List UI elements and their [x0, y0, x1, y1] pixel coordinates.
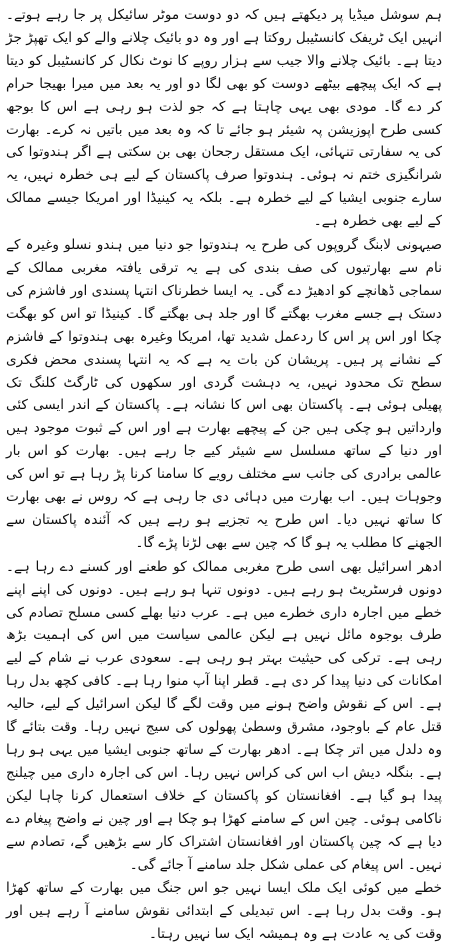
paragraph-1: ہم سوشل میڈیا پر دیکھتے ہیں کہ دو دوست موٹر سائیکل پر جا رہے ہوتے۔ انہیں ایک ٹریفک کانسٹیبل روکتا ہے اور وہ دو بائیک چلانے والے کو ایک تھپڑ جڑ دیتا ہے۔ بائیک چلانے والا جیب سے ہزار روپے کا نوٹ نکال کر کانسٹیبل کو دیتا ہے کہ ایک پیچھے بیٹھے دوست کو بھی لگا دو اور یہ بعد میں میرا بھیجا حرام کر دے گا۔ مودی بھی یہی چاہتا ہے کہ جو لذت ہو رہی ہے اس کا بوجھ کسی طرح اپوزیشن پہ شیئر ہو جائے تا کہ وہ بعد میں باتیں نہ کرے۔ بھارت کی یہ سفارتی تنہائی، ایک مستقل رجحان بھی بن سکتی ہے اگر ہندوتوا کی شرانگیزی ختم نہ ہوئی۔ ہندوتوا صرف پاکستان کے لیے ہی خطرہ نہیں، یہ سارے جنوبی ایشیا کے لیے خطرہ ہے۔ بلکہ یہ کینیڈا اور امریکا جیسے ممالک کے لیے بھی خطرہ ہے۔	[6, 7, 442, 230]
paragraph-4: خطے میں کوئی ایک ملک ایسا نہیں جو اس جنگ میں بھارت کے ساتھ کھڑا ہو۔ وقت بدل رہا ہے۔ اس تبدیلی کے ابتدائی نقوش سامنے آ رہے ہیں اور وقت کی یہ عادت ہے وہ ہمیشہ ایک سا نہیں رہتا۔	[6, 880, 442, 943]
paragraph-2: صیہونی لابنگ گروپوں کی طرح یہ ہندوتوا جو دنیا میں ہندو نسلو وغیرہ کے نام سے بھارتیوں کی صف بندی کی ہے یہ ترقی یافتہ مغربی ممالک کے سماجی ڈھانچے کو ادھیڑ دے گی۔ یہ ایسا خطرناک انتہا پسندی اور فاشزم کی دستک ہے جسے مغرب بھگتے گا اور جلد ہی بھگتے گا۔ کینیڈا تو اس کو بھگت چکا اور اس پر اس کا ردعمل شدید تھا، امریکا وغیرہ بھی ہندوتوا کے فاشزم کے نشانے پر ہیں۔ پریشان کن بات یہ ہے کہ یہ انتہا پسندی محض فکری سطح تک محدود نہیں، یہ دہشت گردی اور سکھوں کی ٹارگٹ کلنگ تک پھیلی ہوئی ہے۔ پاکستان بھی اس کا نشانہ ہے۔ پاکستان کے اندر ایسی کئی وارداتیں ہو چکی ہیں جن کے پیچھے بھارت ہے اور اس کے ثبوت موجود ہیں اور دنیا کے ساتھ مسلسل سے شیئر کیے جا رہے ہیں۔ بھارت کو اس بار عالمی برادری کی جانب سے مختلف رویے کا سامنا کرنا پڑ رہا ہے تو اس کی وجوہات ہیں۔ اب بھارت میں دہائی دی جا رہی ہے کہ روس نے بھی بھارت کا ساتھ نہیں دیا۔ اس طرح یہ تجزیے ہو رہے ہیں کہ آئندہ پاکستان سے الجھنے کا مطلب یہ ہو گا کہ چین سے بھی لڑنا پڑے گا۔	[5, 237, 442, 551]
paragraph-3: ادھر اسرائیل بھی اسی طرح مغربی ممالک کو طعنے اور کسنے دے رہا ہے۔ دونوں فرسٹریٹ ہو رہے ہیں۔ دونوں تنہا ہو رہے ہیں۔ دونوں کی اپنے اپنے خطے میں اجارہ داری خطرے میں ہے۔ عرب دنیا بھلے کسی مسلح تصادم کی طرف بوجوہ مائل نہیں ہے لیکن عالمی سیاست میں اس کی اہمیت بڑھ رہی ہے۔ ترکی کی حیثیت بہتر ہو رہی ہے۔ سعودی عرب نے شام کے لیے امکانات کی دنیا پیدا کر دی ہے۔ قطر اپنا آپ منوا رہا ہے۔ کافی کچھ بدل رہا ہے۔ اس کے نقوش واضح ہونے میں وقت لگے گا لیکن اسرائیل کے لیے، حالیہ قتل عام کے باوجود، مشرق وسطیٰ پھولوں کی سیج نہیں رہا۔ وقت بتائے گا وہ دلدل میں اتر چکا ہے۔ ادھر بھارت کے ساتھ جنوبی ایشیا میں یہی ہو رہا ہے۔ بنگلہ دیش اب اس کی کراس نہیں رہا۔ اس کی اجارہ داری میں چیلنج پیدا ہو گیا ہے۔ افغانستان کو پاکستان کے خلاف استعمال کرنا چاہا لیکن ناکامی ہوئی۔ چین اس کے سامنے کھڑا ہو چکا ہے اور چین نے واضح پیغام دے دیا ہے کہ چین پاکستان اور افغانستان اشتراک کار سے بڑھیں گے، تصادم سے نہیں۔ اس پیغام کی عملی شکل جلد سامنے آ جائے گی۔	[6, 558, 442, 873]
